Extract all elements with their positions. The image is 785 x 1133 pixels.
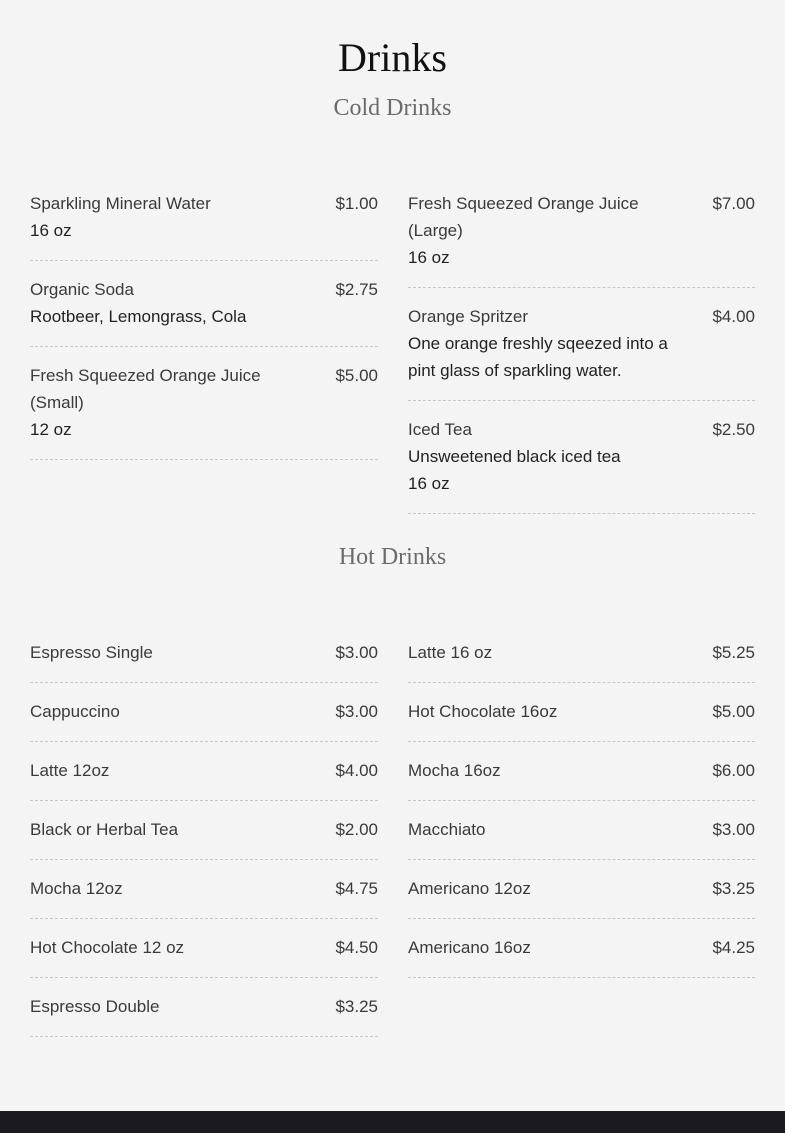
menu-item-row bbox=[408, 934, 755, 961]
menu-item-description: One orange freshly sqeezed into a pint glass of sparkling water. bbox=[408, 334, 668, 380]
menu-item-price: $4.50 bbox=[335, 938, 378, 957]
menu-item-row bbox=[408, 816, 755, 843]
menu-item-name: Latte 16 oz bbox=[408, 643, 493, 662]
section-title-hot-drinks: Hot Drinks bbox=[338, 544, 447, 570]
menu-item-row bbox=[30, 639, 378, 666]
menu-item-row bbox=[408, 190, 755, 244]
menu-item-description: Rootbeer, Lemongrass, Cola bbox=[30, 307, 247, 326]
menu-item-name: Sparkling Mineral Water bbox=[30, 194, 211, 213]
menu-item-price: $3.00 bbox=[335, 702, 378, 721]
menu-item-price: $5.25 bbox=[712, 643, 755, 662]
menu-item-price: $1.00 bbox=[335, 194, 378, 213]
menu-item-name: Espresso Double bbox=[30, 997, 160, 1016]
menu-item-row bbox=[408, 416, 755, 443]
menu-item-price: $5.00 bbox=[712, 702, 755, 721]
menu-item-price: $2.75 bbox=[335, 280, 378, 299]
menu-item-description: 16 oz bbox=[408, 248, 450, 267]
menu-item-row bbox=[30, 993, 378, 1020]
menu-item-price: $3.00 bbox=[335, 643, 378, 662]
menu-item bbox=[30, 993, 378, 1037]
menu-item-row bbox=[408, 757, 755, 784]
page-title: Drinks bbox=[338, 35, 447, 80]
menu-item bbox=[408, 875, 755, 919]
menu-item-name: Hot Chocolate 12 oz bbox=[30, 938, 185, 957]
menu-item-row bbox=[408, 698, 755, 725]
footer-bar bbox=[0, 1111, 785, 1133]
menu-item-name: Espresso Single bbox=[30, 643, 153, 662]
menu-item-description: 16 oz bbox=[30, 221, 72, 240]
menu-item-name: Organic Soda bbox=[30, 280, 134, 299]
menu-item-price: $3.00 bbox=[712, 820, 755, 839]
menu-item-row bbox=[30, 698, 378, 725]
cold-drinks-left-column bbox=[30, 190, 378, 475]
menu-item-row bbox=[408, 639, 755, 666]
menu-item bbox=[30, 190, 378, 261]
menu-item bbox=[30, 639, 378, 683]
menu-item-row bbox=[408, 875, 755, 902]
cold-drinks-right-column bbox=[408, 190, 755, 529]
menu-item-name: Black or Herbal Tea bbox=[30, 820, 179, 839]
menu-item-name: Latte 12oz bbox=[30, 761, 110, 780]
menu-item-price: $5.00 bbox=[335, 366, 378, 385]
menu-item-description: 16 oz bbox=[408, 474, 450, 493]
menu-item-price: $3.25 bbox=[712, 879, 755, 898]
menu-item-row bbox=[30, 190, 378, 217]
menu-item-name: Cappuccino bbox=[30, 702, 120, 721]
menu-item-row bbox=[408, 303, 755, 330]
menu-item-name: Iced Tea bbox=[408, 420, 472, 439]
menu-item-row bbox=[30, 816, 378, 843]
menu-item bbox=[408, 190, 755, 288]
menu-item bbox=[30, 362, 378, 460]
menu-item-description: Unsweetened black iced tea bbox=[408, 447, 621, 466]
menu-item-name: Mocha 12oz bbox=[30, 879, 123, 898]
menu-item-name: Fresh Squeezed Orange Juice (Large) bbox=[408, 194, 639, 240]
menu-item-name: Fresh Squeezed Orange Juice (Small) bbox=[30, 366, 261, 412]
menu-item bbox=[30, 698, 378, 742]
menu-item-price: $3.25 bbox=[335, 997, 378, 1016]
menu-item bbox=[408, 639, 755, 683]
menu-item-row bbox=[30, 362, 378, 416]
menu-item-price: $4.00 bbox=[712, 307, 755, 326]
menu-item-row bbox=[30, 875, 378, 902]
hot-drinks-right-column bbox=[408, 639, 755, 993]
menu-item bbox=[408, 934, 755, 978]
menu-item-row bbox=[30, 934, 378, 961]
menu-item-name: Americano 16oz bbox=[408, 938, 531, 957]
menu-item bbox=[408, 303, 755, 401]
menu-item-name: Mocha 16oz bbox=[408, 761, 501, 780]
menu-item-name: Hot Chocolate 16oz bbox=[408, 702, 558, 721]
menu-item bbox=[30, 934, 378, 978]
menu-item-price: $4.25 bbox=[712, 938, 755, 957]
menu-item bbox=[408, 757, 755, 801]
menu-item-name: Macchiato bbox=[408, 820, 486, 839]
menu-item-price: $2.00 bbox=[335, 820, 378, 839]
menu-item-row bbox=[30, 757, 378, 784]
menu-item bbox=[30, 757, 378, 801]
menu-item-name: Americano 12oz bbox=[408, 879, 531, 898]
section-title-cold-drinks: Cold Drinks bbox=[333, 95, 452, 121]
menu-item bbox=[408, 416, 755, 514]
menu-item-price: $4.00 bbox=[335, 761, 378, 780]
menu-item bbox=[408, 816, 755, 860]
menu-item-name: Orange Spritzer bbox=[408, 307, 528, 326]
menu-item-price: $4.75 bbox=[335, 879, 378, 898]
menu-item-price: $6.00 bbox=[712, 761, 755, 780]
menu-item bbox=[30, 816, 378, 860]
menu-item-row bbox=[30, 276, 378, 303]
menu-item-description: 12 oz bbox=[30, 420, 72, 439]
hot-drinks-left-column bbox=[30, 639, 378, 1052]
menu-item-price: $2.50 bbox=[712, 420, 755, 439]
menu-item-price: $7.00 bbox=[712, 194, 755, 213]
menu-item bbox=[30, 875, 378, 919]
menu-item bbox=[30, 276, 378, 347]
menu-item bbox=[408, 698, 755, 742]
